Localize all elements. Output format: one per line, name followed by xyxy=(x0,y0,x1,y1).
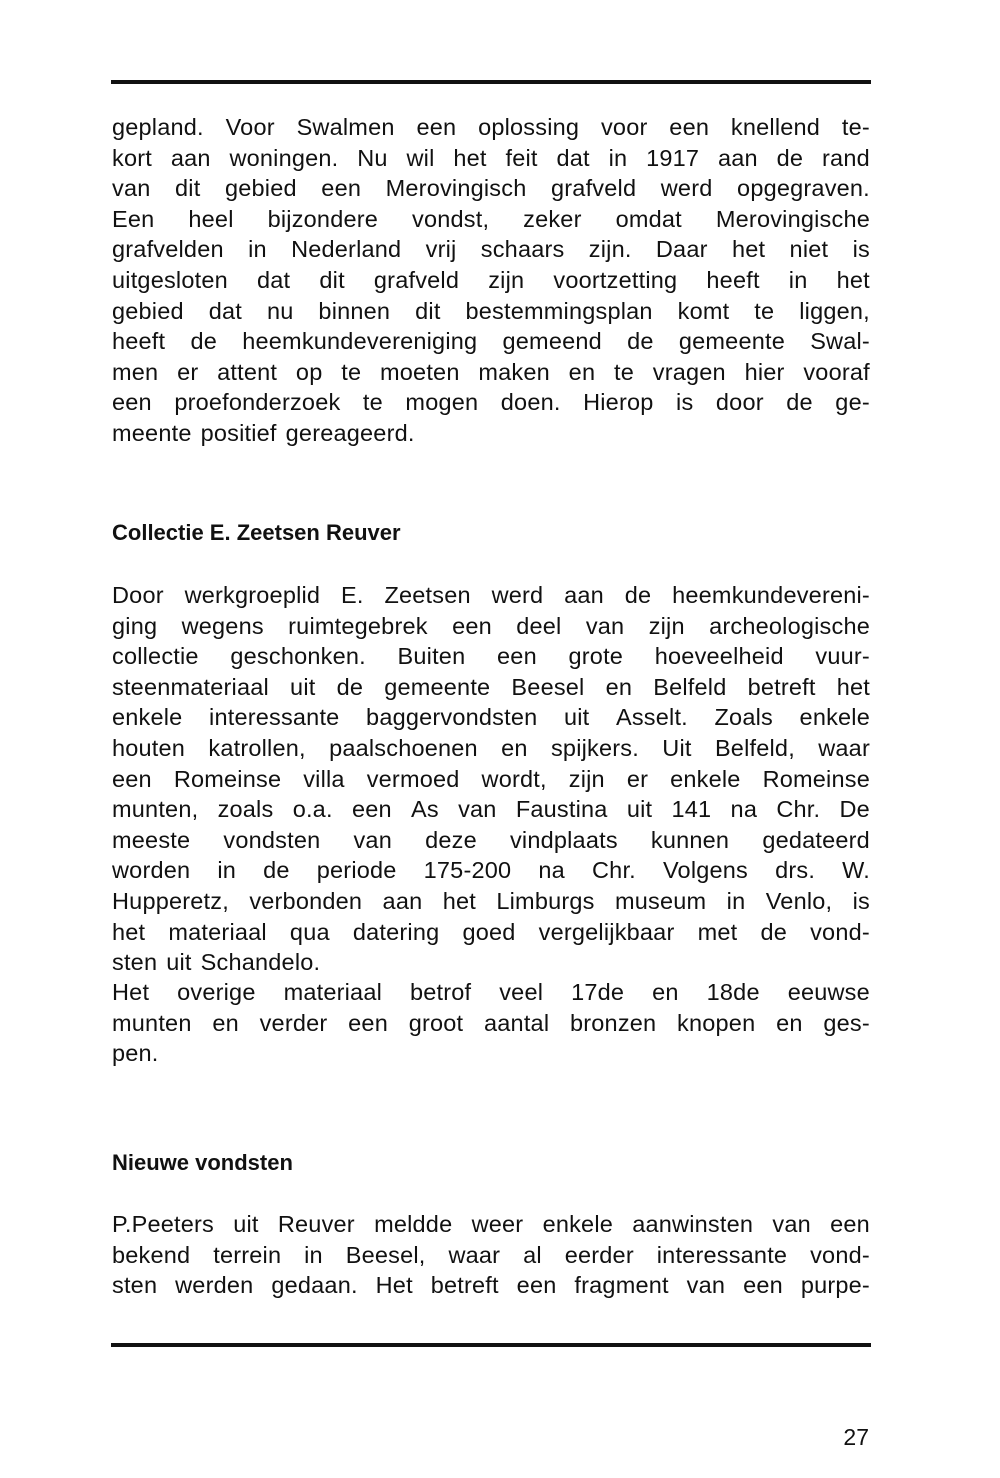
page-number: 27 xyxy=(843,1424,869,1450)
text-line: grafvelden in Nederland vrij schaars zijn. Daar het niet is xyxy=(112,236,870,263)
paragraph-nieuwe-vondsten xyxy=(112,1209,870,1301)
paragraph-overige xyxy=(112,977,870,1069)
text-line: heeft de heemkundevereniging gemeend de gemeente Swal- xyxy=(112,328,870,355)
text-line: sten werden gedaan. Het betreft een fragment van een purpe- xyxy=(112,1272,870,1299)
bottom-rule xyxy=(111,1343,871,1347)
text-line: ging wegens ruimtegebrek een deel van zijn archeologische xyxy=(112,612,870,639)
text-line: P.Peeters uit Reuver meldde weer enkele aanwinsten van een xyxy=(112,1211,870,1237)
text-line: Het overige materiaal betrof veel 17de en 18de eeuwse xyxy=(112,979,870,1005)
text-line: munten en verder een groot aantal bronzen knopen en ges- xyxy=(112,1009,870,1036)
text-line: Een heel bijzondere vondst, zeker omdat Merovingische xyxy=(112,205,870,232)
text-line: een Romeinse villa vermoed wordt, zijn er enkele Romeinse xyxy=(112,765,870,792)
text-line: pen. xyxy=(112,1040,159,1067)
text-line: meeste vondsten van deze vindplaats kunnen gedateerd xyxy=(112,826,870,853)
text-line: sten uit Schandelo. xyxy=(112,949,321,976)
paragraph-collectie xyxy=(112,580,870,978)
text-line: enkele interessante baggervondsten uit Asselt. Zoals enkele xyxy=(112,704,870,731)
text-line: worden in de periode 175-200 na Chr. Volgens drs. W. xyxy=(112,857,870,884)
text-line: men er attent op te moeten maken en te vragen hier vooraf xyxy=(112,358,870,385)
text-line: bekend terrein in Beesel, waar al eerder interessante vond- xyxy=(112,1241,870,1268)
text-line: collectie geschonken. Buiten een grote hoeveelheid vuur- xyxy=(112,643,870,670)
text-line: houten katrollen, paalschoenen en spijkers. Uit Belfeld, waar xyxy=(112,734,870,761)
text-line: kort aan woningen. Nu wil het feit dat in 1917 aan de rand xyxy=(112,144,870,171)
top-rule xyxy=(111,80,871,84)
text-line: het materiaal qua datering goed vergelijkbaar met de vond- xyxy=(112,918,870,945)
text-line: gebied dat nu binnen dit bestemmingsplan komt te liggen, xyxy=(112,297,870,324)
text-line: gepland. Voor Swalmen een oplossing voor een knellend te- xyxy=(112,114,870,140)
text-line: steenmateriaal uit de gemeente Beesel en Belfeld betreft het xyxy=(112,673,870,700)
text-line: een proefonderzoek te mogen doen. Hierop is door de ge- xyxy=(112,389,870,416)
text-line: van dit gebied een Merovingisch grafveld werd opgegraven. xyxy=(112,175,870,202)
paragraph-intro xyxy=(112,112,870,449)
text-line: meente positief gereageerd. xyxy=(112,419,415,446)
text-line: Hupperetz, verbonden aan het Limburgs museum in Venlo, is xyxy=(112,887,870,914)
section-heading-nieuwe-vondsten: Nieuwe vondsten xyxy=(112,1150,293,1175)
text-line: Door werkgroeplid E. Zeetsen werd aan de heemkundevereni- xyxy=(112,582,870,608)
text-line: munten, zoals o.a. een As van Faustina uit 141 na Chr. De xyxy=(112,796,870,823)
text-line: uitgesloten dat dit grafveld zijn voortzetting heeft in het xyxy=(112,266,870,293)
section-heading-collectie: Collectie E. Zeetsen Reuver xyxy=(112,520,401,545)
